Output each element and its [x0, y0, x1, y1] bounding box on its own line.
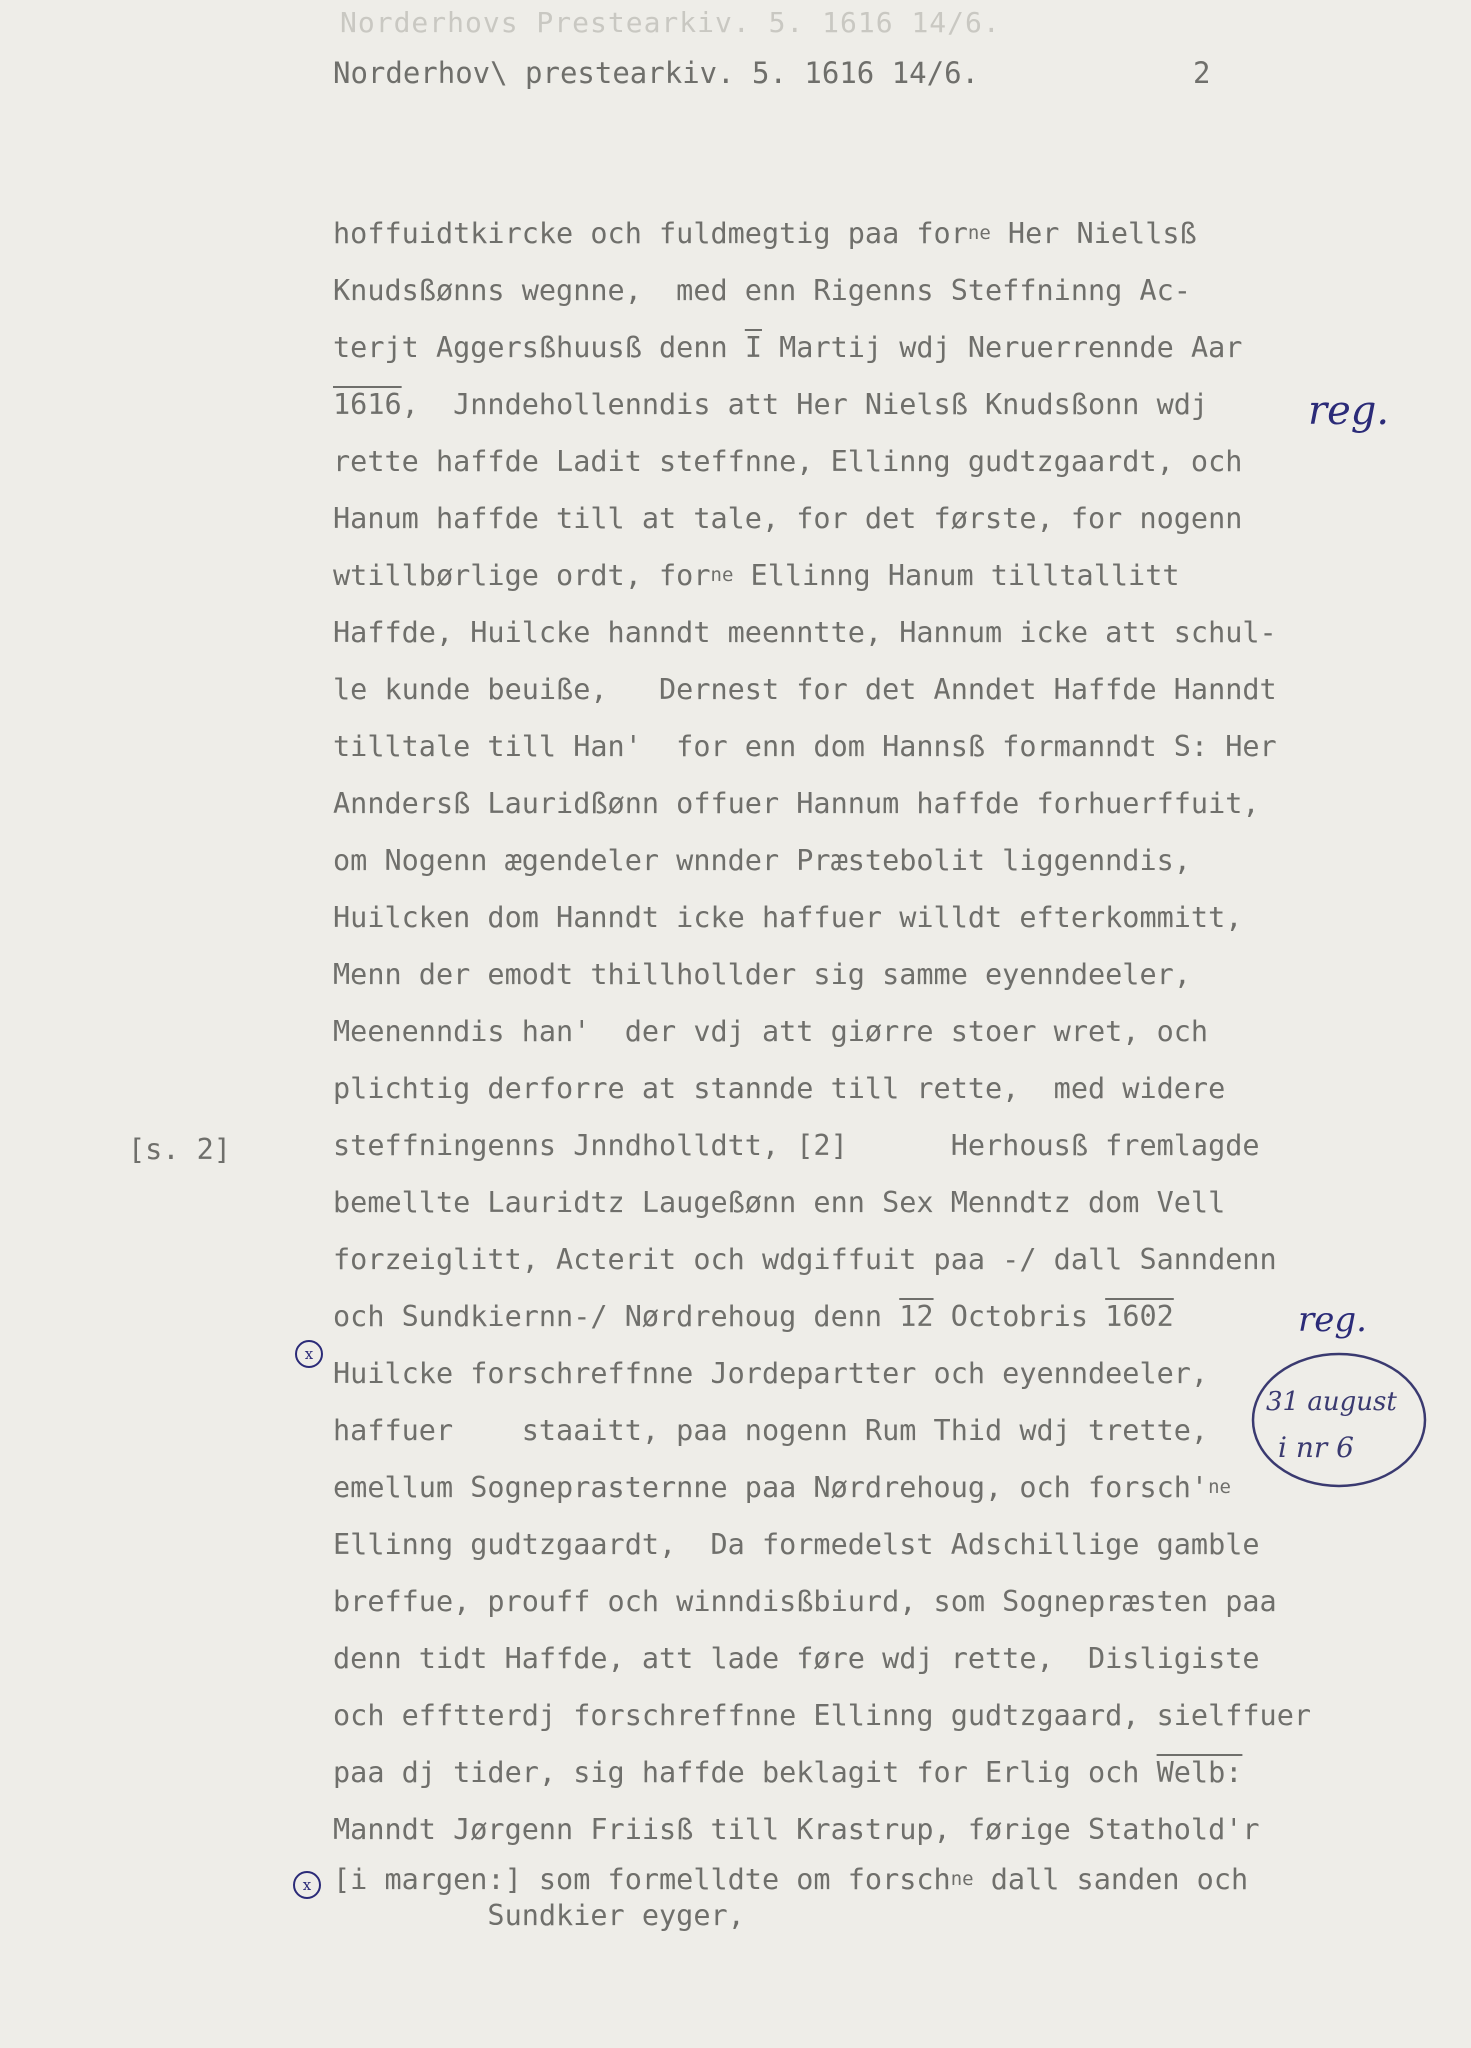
superscript: ne [1208, 1476, 1231, 1498]
text-line [333, 661, 1333, 718]
text-line [333, 1345, 1333, 1402]
text-segment: Huilcken dom Hanndt icke haffuer willdt efterkommitt, [333, 901, 1243, 934]
transcription-body [333, 205, 1333, 1858]
text-segment: Haffde, Huilcke hanndt meenntte, Hannum icke att schul- [333, 616, 1277, 649]
superscript: ne [967, 222, 991, 244]
text-segment: Manndt Jørgenn Friisß till Krastrup, førige Stathold'r [333, 1813, 1260, 1846]
text-line [333, 319, 1333, 376]
text-segment: Hanum haffde till at tale, for det første, for nogenn [333, 502, 1243, 535]
text-line [333, 1117, 1333, 1174]
text-segment: Meenenndis han' der vdj att giørre stoer wret, och [333, 1015, 1209, 1048]
text-segment: Knudsßønns wegnne, med enn Rigenns Steffninng Ac- [333, 274, 1191, 307]
superscript: ne [710, 564, 734, 586]
text-line [333, 1744, 1333, 1801]
margin-note-line-1: [i margen:] som formelldte om forsch$^{ne}$ dall sanden och [333, 1863, 1249, 1896]
text-segment: emellum Sogneprasternne paa Nørdrehoug, och forsch' [333, 1471, 1209, 1504]
text-segment: Ellinng Hanum tilltallitt [733, 559, 1180, 592]
margin-page-reference: [s. 2] [128, 1133, 231, 1166]
handwritten-reg-note: reg. [1308, 388, 1390, 434]
text-line [333, 1516, 1333, 1573]
overlined-number: 12 [899, 1300, 934, 1333]
text-line [333, 205, 1333, 262]
text-line [333, 376, 1333, 433]
circled-note-line-1: 31 august [1266, 1387, 1397, 1417]
text-segment: plichtig derforre at stannde till rette, med widere [333, 1072, 1226, 1105]
circled-note [1248, 1355, 1426, 1491]
text-segment: om Nogenn ægendeler wnnder Præstebolit liggenndis, [333, 844, 1191, 877]
text-segment: le kunde beuiße, Dernest for det Anndet Haffde Hanndt [333, 673, 1277, 706]
text-segment: Martij wdj Neruerrennde Aar [761, 331, 1243, 364]
text-segment: steffningenns Jnndholldtt, [2] Herhousß fremlagde [333, 1129, 1260, 1162]
text-segment: Huilcke forschreffnne Jordepartter och eyenndeeler, [333, 1357, 1209, 1390]
overlined-number: 1602 [1105, 1300, 1174, 1333]
text-segment: Anndersß Lauridßønn offuer Hannum haffde forhuerffuit, [333, 787, 1260, 820]
circled-x-marker-1: x [295, 1340, 323, 1368]
text-segment: terjt Aggersßhuusß denn [333, 331, 745, 364]
text-line [333, 262, 1333, 319]
text-segment: Ellinng gudtzgaardt, Da formedelst Adschillige gamble [333, 1528, 1260, 1561]
page-number: 2 [1193, 56, 1211, 90]
text-line [333, 1459, 1333, 1516]
overlined-number: 1616 [333, 388, 402, 421]
margin-note-line-2: Sundkier eyger, [333, 1899, 745, 1932]
text-line [333, 718, 1333, 775]
text-line [333, 604, 1333, 661]
text-line [333, 1288, 1333, 1345]
text-segment: forzeiglitt, Acterit och wdgiffuit paa -/ dall Sanndenn [333, 1243, 1277, 1276]
text-line [333, 1231, 1333, 1288]
text-segment: paa dj tider, sig haffde beklagit for Erlig och [333, 1756, 1157, 1789]
text-line [333, 1801, 1333, 1858]
text-line [333, 1060, 1333, 1117]
text-line [333, 946, 1333, 1003]
text-segment: , Jnndehollenndis att Her Nielsß Knudsßonn wdj [401, 388, 1209, 421]
text-line [333, 1573, 1333, 1630]
page-header [333, 56, 1213, 96]
text-line [333, 1003, 1333, 1060]
text-segment: bemellte Lauridtz Laugeßønn enn Sex Menndtz dom Vell [333, 1186, 1226, 1219]
text-segment: breffue, prouff och winndisßbiurd, som Sognepræsten paa [333, 1585, 1277, 1618]
text-segment: tilltale till Han' for enn dom Hannsß formanndt S: Her [333, 730, 1277, 763]
text-line [333, 490, 1333, 547]
text-line [333, 832, 1333, 889]
text-segment: och Sundkiernn-/ Nørdrehoug denn [333, 1300, 900, 1333]
text-segment: denn tidt Haffde, att lade føre wdj rette, Disligiste [333, 1642, 1260, 1675]
text-line [333, 1174, 1333, 1231]
text-line [333, 433, 1333, 490]
text-segment: hoffuidtkircke och fuldmegtig paa for [333, 217, 968, 250]
text-segment: Octobris [933, 1300, 1106, 1333]
overlined-number: Welb: [1156, 1756, 1243, 1789]
margin-note-transcription [333, 1862, 1333, 1934]
text-segment: Menn der emodt thillhollder sig samme eyenndeeler, [333, 958, 1191, 991]
header-title: Norderhov\ prestearkiv. 5. 1616 14/6. [333, 56, 980, 90]
text-segment: Her Niellsß [990, 217, 1197, 250]
circled-x-marker-2: x [293, 1871, 321, 1899]
bleed-through-header: Norderhovs Prestearkiv. 5. 1616 14/6. [340, 6, 1001, 39]
text-line [333, 889, 1333, 946]
text-segment: och efftterdj forschreffnne Ellinng gudtzgaard, sielffuer [333, 1699, 1312, 1732]
text-segment: wtillbørlige ordt, for [333, 559, 711, 592]
text-line [333, 1402, 1333, 1459]
circled-note-line-2: i nr 6 [1278, 1431, 1354, 1464]
text-line [333, 1630, 1333, 1687]
overlined-number: $\overline{I}$ [744, 331, 762, 364]
text-line [333, 1687, 1333, 1744]
text-segment: rette haffde Ladit steffnne, Ellinng gudtzgaardt, och [333, 445, 1243, 478]
text-segment: haffuer staaitt, paa nogenn Rum Thid wdj trette, [333, 1414, 1209, 1447]
handwritten-reg-note-2: reg. [1298, 1300, 1367, 1340]
text-line [333, 547, 1333, 604]
text-line [333, 775, 1333, 832]
